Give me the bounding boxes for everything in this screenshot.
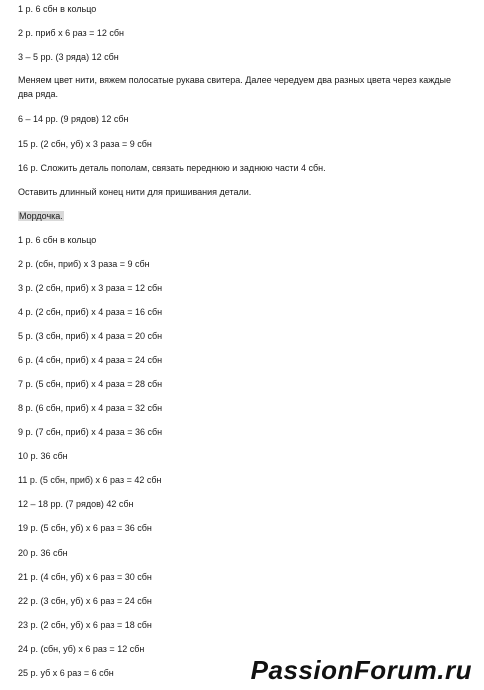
text-line: 15 р. (2 сбн, уб) х 3 раза = 9 сбн: [18, 139, 152, 149]
text-line: 16 р. Сложить деталь пополам, связать переднюю и заднюю части 4 сбн.: [18, 163, 326, 173]
text-line: 11 р. (5 сбн, приб) х 6 раз = 42 сбн: [18, 475, 162, 485]
text-line: 22 р. (3 сбн, уб) х 6 раз = 24 сбн: [18, 596, 152, 606]
text-line: 12 – 18 рр. (7 рядов) 42 сбн: [18, 499, 134, 509]
highlighted-heading: Мордочка.: [19, 211, 63, 221]
text-line: 3 р. (2 сбн, приб) х 3 раза = 12 сбн: [18, 283, 163, 293]
text-line: 9 р. (7 сбн, приб) х 4 раза = 36 сбн: [18, 427, 163, 437]
text-line: 3 – 5 рр. (3 ряда) 12 сбн: [18, 52, 119, 62]
text-line: 10 р. 36 сбн: [18, 451, 68, 461]
text-line: 19 р. (5 сбн, уб) х 6 раз = 36 сбн: [18, 523, 152, 533]
text-line: 2 р. (сбн, приб) х 3 раза = 9 сбн: [18, 259, 150, 269]
text-line: Оставить длинный конец нити для пришивания детали.: [18, 187, 252, 197]
site-watermark: PassionForum.ru: [250, 655, 472, 685]
text-line: 25 р. уб х 6 раз = 6 сбн: [18, 668, 114, 678]
text-line: 20 р. 36 сбн: [18, 548, 68, 558]
text-line: 23 р. (2 сбн, уб) х 6 раз = 18 сбн: [18, 620, 152, 630]
text-line: 6 – 14 рр. (9 рядов) 12 сбн: [18, 114, 129, 124]
text-line: 6 р. (4 сбн, приб) х 4 раза = 24 сбн: [18, 355, 163, 365]
text-line: 5 р. (3 сбн, приб) х 4 раза = 20 сбн: [18, 331, 163, 341]
text-line: 21 р. (4 сбн, уб) х 6 раз = 30 сбн: [18, 572, 152, 582]
text-line: 8 р. (6 сбн, приб) х 4 раза = 32 сбн: [18, 403, 163, 413]
text-line: 1 р. 6 сбн в кольцо: [18, 4, 97, 14]
text-line: 2 р. приб х 6 раз = 12 сбн: [18, 28, 125, 38]
text-line: 4 р. (2 сбн, приб) х 4 раза = 16 сбн: [18, 307, 163, 317]
text-line: 24 р. (сбн, уб) х 6 раз = 12 сбн: [18, 644, 145, 654]
section-heading: [18, 210, 64, 222]
text-line: 1 р. 6 сбн в кольцо: [18, 235, 97, 245]
text-paragraph: Меняем цвет нити, вяжем полосатые рукава свитера. Далее чередуем два разных цвета через каждые два ряда.: [18, 75, 451, 99]
text-line: 7 р. (5 сбн, приб) х 4 раза = 28 сбн: [18, 379, 163, 389]
